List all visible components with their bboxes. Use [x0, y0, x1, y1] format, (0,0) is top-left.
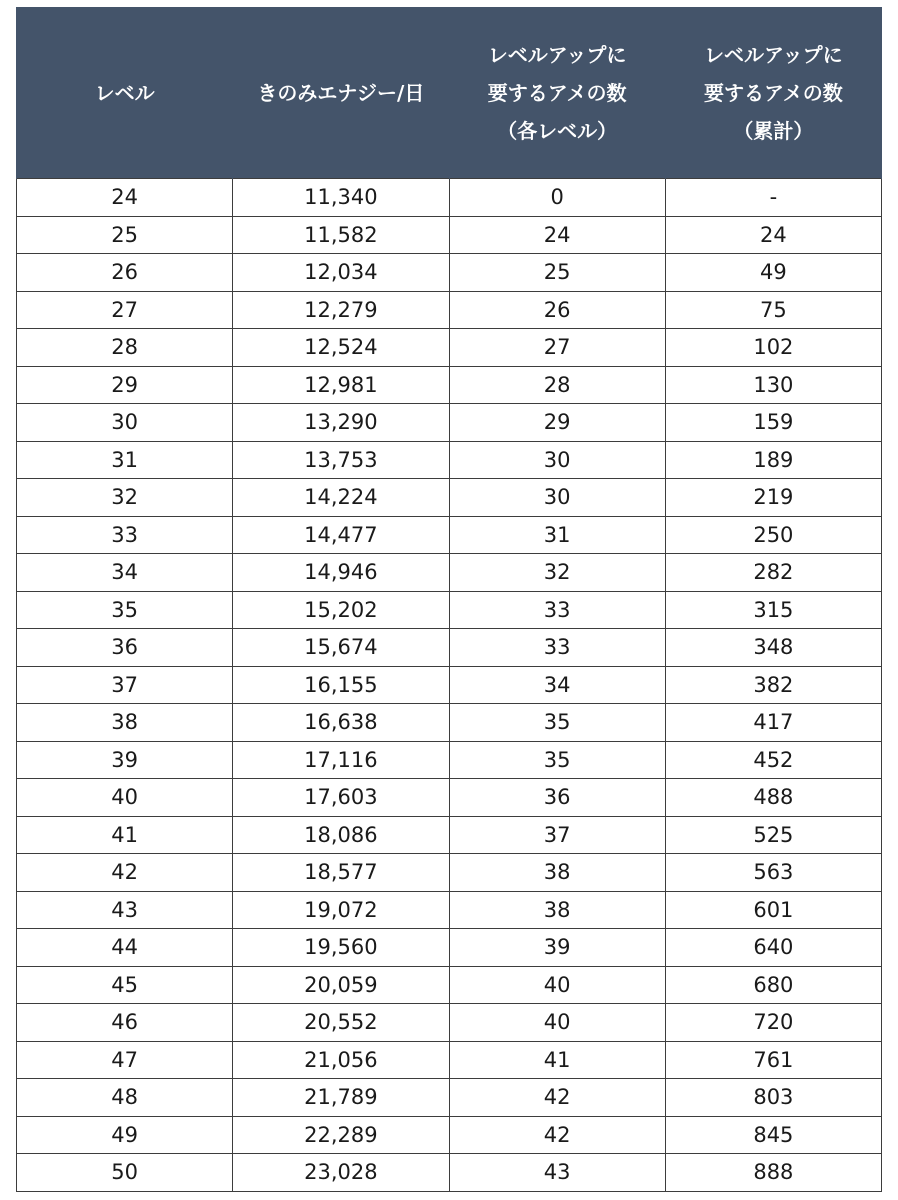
berry-energy-cell: 12,034 — [233, 254, 449, 292]
table-row — [17, 516, 882, 554]
table-row — [17, 1004, 882, 1042]
berry-energy-cell: 17,603 — [233, 779, 449, 817]
candy-cumulative-cell: 382 — [665, 666, 881, 704]
candy-cumulative-cell: 601 — [665, 891, 881, 929]
candy-per-level-cell: 40 — [449, 966, 665, 1004]
level-cell: 30 — [17, 404, 233, 442]
table-row — [17, 704, 882, 742]
candy-cumulative-cell: 219 — [665, 479, 881, 517]
candy-cumulative-cell: 49 — [665, 254, 881, 292]
table-row — [17, 779, 882, 817]
level-cell: 50 — [17, 1154, 233, 1192]
level-cell: 27 — [17, 291, 233, 329]
level-cell: 28 — [17, 329, 233, 367]
level-cell: 45 — [17, 966, 233, 1004]
column-header-candy-per-level — [449, 7, 665, 179]
level-cell: 36 — [17, 629, 233, 667]
candy-cumulative-cell: 159 — [665, 404, 881, 442]
column-header-line: （各レベル） — [497, 118, 618, 143]
candy-cumulative-cell: 563 — [665, 854, 881, 892]
candy-cumulative-cell: - — [665, 179, 881, 217]
table-row — [17, 591, 882, 629]
candy-per-level-cell: 35 — [449, 704, 665, 742]
candy-cumulative-cell: 680 — [665, 966, 881, 1004]
level-table — [16, 7, 882, 1192]
level-cell: 31 — [17, 441, 233, 479]
table-row — [17, 1116, 882, 1154]
level-cell: 49 — [17, 1116, 233, 1154]
candy-per-level-cell: 28 — [449, 366, 665, 404]
table-row — [17, 554, 882, 592]
table-row — [17, 629, 882, 667]
column-header-line: レベルアップに — [704, 42, 843, 67]
berry-energy-cell: 15,674 — [233, 629, 449, 667]
candy-cumulative-cell: 130 — [665, 366, 881, 404]
table-row — [17, 891, 882, 929]
column-header-line: 要するアメの数 — [703, 80, 843, 105]
berry-energy-cell: 11,340 — [233, 179, 449, 217]
candy-cumulative-cell: 189 — [665, 441, 881, 479]
candy-per-level-cell: 29 — [449, 404, 665, 442]
berry-energy-cell: 13,290 — [233, 404, 449, 442]
table-row — [17, 329, 882, 367]
level-cell: 43 — [17, 891, 233, 929]
table-row — [17, 1154, 882, 1192]
candy-cumulative-cell: 525 — [665, 816, 881, 854]
table-body — [17, 179, 882, 1192]
candy-per-level-cell: 31 — [449, 516, 665, 554]
level-cell: 41 — [17, 816, 233, 854]
level-cell: 44 — [17, 929, 233, 967]
berry-energy-cell: 13,753 — [233, 441, 449, 479]
berry-energy-cell: 18,086 — [233, 816, 449, 854]
level-cell: 47 — [17, 1041, 233, 1079]
candy-per-level-cell: 35 — [449, 741, 665, 779]
candy-per-level-cell: 24 — [449, 216, 665, 254]
level-cell: 24 — [17, 179, 233, 217]
berry-energy-cell: 22,289 — [233, 1116, 449, 1154]
level-cell: 25 — [17, 216, 233, 254]
table-row — [17, 854, 882, 892]
header-row — [17, 7, 882, 179]
candy-per-level-cell: 42 — [449, 1079, 665, 1117]
table-row — [17, 404, 882, 442]
candy-cumulative-cell: 75 — [665, 291, 881, 329]
level-cell: 40 — [17, 779, 233, 817]
candy-cumulative-cell: 845 — [665, 1116, 881, 1154]
table-row — [17, 666, 882, 704]
table-row — [17, 216, 882, 254]
table-row — [17, 254, 882, 292]
berry-energy-cell: 20,059 — [233, 966, 449, 1004]
candy-per-level-cell: 39 — [449, 929, 665, 967]
column-header-candy-cumulative — [665, 7, 881, 179]
berry-energy-cell: 14,224 — [233, 479, 449, 517]
column-header-line: 要するアメの数 — [487, 80, 627, 105]
candy-cumulative-cell: 250 — [665, 516, 881, 554]
candy-per-level-cell: 40 — [449, 1004, 665, 1042]
berry-energy-cell: 18,577 — [233, 854, 449, 892]
column-header-line: きのみエナジー/日 — [257, 80, 425, 105]
candy-per-level-cell: 27 — [449, 329, 665, 367]
level-cell: 39 — [17, 741, 233, 779]
candy-per-level-cell: 38 — [449, 854, 665, 892]
berry-energy-cell: 21,056 — [233, 1041, 449, 1079]
table-row — [17, 816, 882, 854]
level-cell: 37 — [17, 666, 233, 704]
level-cell: 26 — [17, 254, 233, 292]
candy-per-level-cell: 0 — [449, 179, 665, 217]
candy-cumulative-cell: 348 — [665, 629, 881, 667]
level-cell: 29 — [17, 366, 233, 404]
candy-per-level-cell: 34 — [449, 666, 665, 704]
candy-per-level-cell: 38 — [449, 891, 665, 929]
table-row — [17, 929, 882, 967]
berry-energy-cell: 16,155 — [233, 666, 449, 704]
table-row — [17, 1041, 882, 1079]
berry-energy-cell: 19,560 — [233, 929, 449, 967]
column-header-line: レベル — [94, 80, 155, 105]
candy-per-level-cell: 33 — [449, 629, 665, 667]
berry-energy-cell: 11,582 — [233, 216, 449, 254]
table-row — [17, 366, 882, 404]
candy-cumulative-cell: 282 — [665, 554, 881, 592]
berry-energy-cell: 15,202 — [233, 591, 449, 629]
berry-energy-cell: 12,279 — [233, 291, 449, 329]
candy-cumulative-cell: 24 — [665, 216, 881, 254]
berry-energy-cell: 16,638 — [233, 704, 449, 742]
candy-per-level-cell: 42 — [449, 1116, 665, 1154]
level-cell: 48 — [17, 1079, 233, 1117]
level-cell: 34 — [17, 554, 233, 592]
level-cell: 38 — [17, 704, 233, 742]
candy-cumulative-cell: 720 — [665, 1004, 881, 1042]
candy-cumulative-cell: 452 — [665, 741, 881, 779]
table-row — [17, 479, 882, 517]
candy-per-level-cell: 26 — [449, 291, 665, 329]
table-row — [17, 179, 882, 217]
berry-energy-cell: 20,552 — [233, 1004, 449, 1042]
candy-per-level-cell: 43 — [449, 1154, 665, 1192]
column-header-level — [17, 7, 233, 179]
candy-per-level-cell: 30 — [449, 441, 665, 479]
candy-cumulative-cell: 417 — [665, 704, 881, 742]
candy-per-level-cell: 33 — [449, 591, 665, 629]
berry-energy-cell: 12,981 — [233, 366, 449, 404]
table-row — [17, 291, 882, 329]
berry-energy-cell: 14,477 — [233, 516, 449, 554]
candy-per-level-cell: 32 — [449, 554, 665, 592]
berry-energy-cell: 19,072 — [233, 891, 449, 929]
candy-cumulative-cell: 761 — [665, 1041, 881, 1079]
candy-per-level-cell: 36 — [449, 779, 665, 817]
table-row — [17, 966, 882, 1004]
candy-cumulative-cell: 488 — [665, 779, 881, 817]
candy-per-level-cell: 25 — [449, 254, 665, 292]
berry-energy-cell: 14,946 — [233, 554, 449, 592]
candy-per-level-cell: 30 — [449, 479, 665, 517]
level-cell: 35 — [17, 591, 233, 629]
table-header — [17, 7, 882, 179]
level-cell: 33 — [17, 516, 233, 554]
column-header-line: レベルアップに — [487, 42, 627, 67]
level-cell: 32 — [17, 479, 233, 517]
berry-energy-cell: 23,028 — [233, 1154, 449, 1192]
table-row — [17, 1079, 882, 1117]
level-cell: 42 — [17, 854, 233, 892]
level-cell: 46 — [17, 1004, 233, 1042]
berry-energy-cell: 17,116 — [233, 741, 449, 779]
candy-per-level-cell: 41 — [449, 1041, 665, 1079]
column-header-berry-energy-per-day — [233, 7, 449, 179]
candy-cumulative-cell: 640 — [665, 929, 881, 967]
candy-cumulative-cell: 315 — [665, 591, 881, 629]
berry-energy-cell: 12,524 — [233, 329, 449, 367]
candy-per-level-cell: 37 — [449, 816, 665, 854]
candy-cumulative-cell: 888 — [665, 1154, 881, 1192]
table-row — [17, 441, 882, 479]
candy-cumulative-cell: 102 — [665, 329, 881, 367]
berry-energy-cell: 21,789 — [233, 1079, 449, 1117]
column-header-line: （累計） — [733, 118, 814, 143]
table-row — [17, 741, 882, 779]
candy-cumulative-cell: 803 — [665, 1079, 881, 1117]
